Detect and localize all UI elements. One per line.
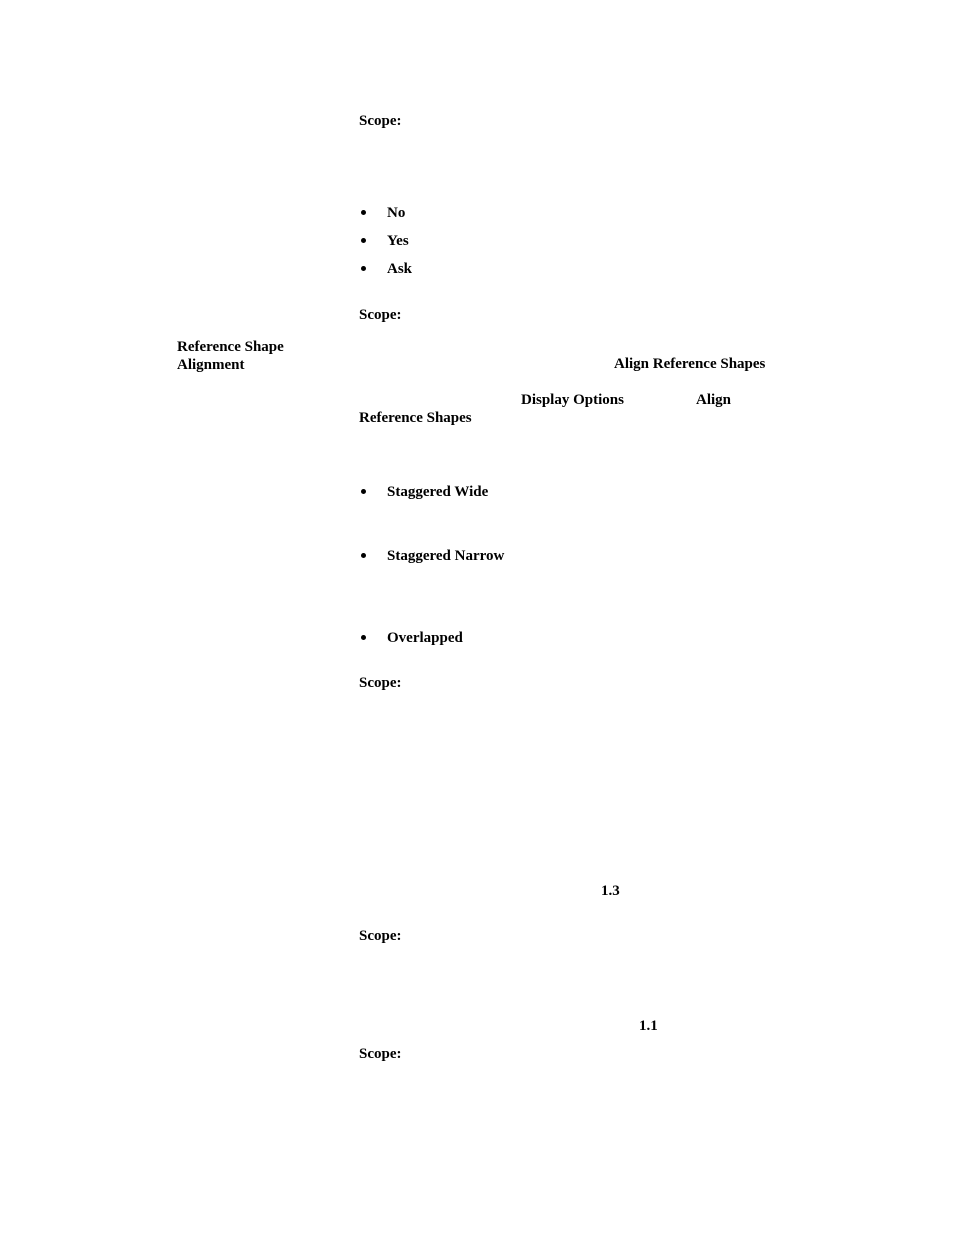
bullet-icon [361, 210, 366, 215]
bullet-icon [361, 635, 366, 640]
version-1-1: 1.1 [639, 1018, 658, 1034]
list-item-yes: Yes [387, 233, 409, 249]
scope-label-1: Scope: [359, 113, 402, 129]
scope-label-4: Scope: [359, 928, 402, 944]
list-item-overlapped: Overlapped [387, 630, 463, 646]
bullet-icon [361, 489, 366, 494]
ref-align-reference-shapes: Align Reference Shapes [614, 356, 766, 372]
scope-label-3: Scope: [359, 675, 402, 691]
bullet-icon [361, 266, 366, 271]
ref-display-options: Display Options [521, 392, 624, 408]
scope-label-5: Scope: [359, 1046, 402, 1062]
list-item-no: No [387, 205, 406, 221]
bullet-icon [361, 238, 366, 243]
list-item-ask: Ask [387, 261, 413, 277]
list-item-staggered-wide: Staggered Wide [387, 484, 489, 500]
section-heading-line-1: Reference Shape [177, 339, 284, 355]
ref-reference-shapes: Reference Shapes [359, 410, 472, 426]
ref-align: Align [696, 392, 732, 408]
section-heading-line-2: Alignment [177, 357, 245, 373]
bullet-icon [361, 553, 366, 558]
scope-label-2: Scope: [359, 307, 402, 323]
version-1-3: 1.3 [601, 883, 620, 899]
list-item-staggered-narrow: Staggered Narrow [387, 548, 505, 564]
